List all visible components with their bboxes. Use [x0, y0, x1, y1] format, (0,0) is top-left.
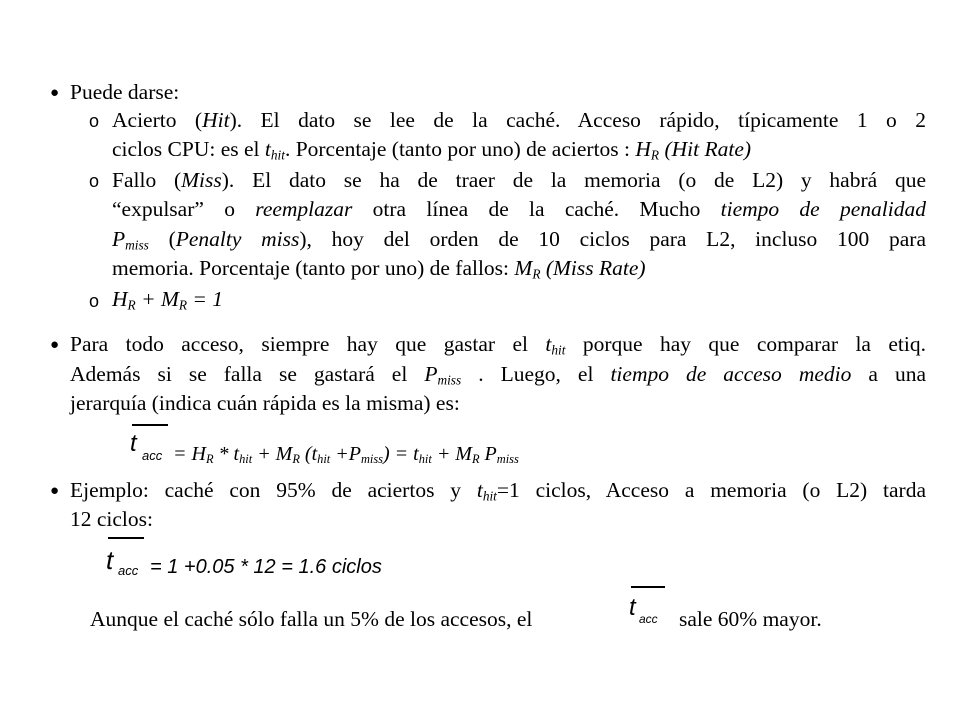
miss-line-2: “expulsar” o reemplazar otra línea de la caché. Mucho tiempo de penalidad — [112, 197, 926, 221]
bullet-marker: ● — [50, 337, 60, 353]
sub-bullet-marker: o — [89, 291, 100, 311]
access-time-formula: = $H_R * t_{hit} + M_R$ $(t_{hit} +P_{miss}) = t_{hit} + M_R$ $P_{miss}$ — [173, 443, 519, 467]
conclusion-text-end: sale 60% mayor. — [679, 607, 822, 631]
bullet-marker: ● — [50, 85, 60, 101]
overline — [108, 537, 144, 539]
bullet-2-line-3: jerarquía (indica cuán rápida es la misma) es: — [70, 391, 460, 415]
bullet-3-line-1: Ejemplo: caché con 95% de aciertos y $t_{hit}=1$ ciclos, Acceso a memoria (o L2) tarda — [70, 478, 926, 504]
sub-bullet-marker: o — [89, 171, 100, 191]
bullet-3-line-2: 12 ciclos: — [70, 507, 153, 531]
conclusion-text-start: Aunque el caché sólo falla un 5% de los accesos, el — [90, 607, 533, 631]
overline — [631, 586, 665, 588]
hit-line-2: ciclos CPU: es el $t_{hit}$. Porcentaje (tanto por uno) de aciertos : $H_R$ (Hit Rate) — [112, 137, 752, 163]
example-formula: = 1 +0.05 * 12 = 1.6 ciclos — [150, 556, 382, 578]
hit-line-1: Acierto (Hit). El dato se lee de la caché. Acceso rápido, típicamente 1 o 2 — [112, 108, 926, 132]
sum-formula: $H_R + M_R = 1$ — [112, 287, 224, 313]
miss-line-3: $P_{miss}$ (Penalty miss), hoy del orden de 10 ciclos para L2, incluso 100 para — [112, 227, 926, 253]
overline — [132, 424, 168, 426]
slide-page: ● Puede darse: o Acierto (Hit). El dato se lee de la caché. Acceso rápido, típicamente 1 o 2 ciclos CPU: es el $t_{hit}$. Porcentaje (tanto por uno) de aciertos : $H_R$ (Hit Rate) o Fallo (Miss). El dato se ha de traer de la memoria (o de L2) y habrá que “expulsar” o reemplazar otra línea de la caché. Mucho tiempo de penalidad $P_{miss}$ (Penalty miss), hoy del orden de 10 ciclos para L2, incluso 100 para memoria. Porcentaje (tanto por uno) de fallos: $M_R$ (Miss Rate) o $H_R + M_R = 1$ ● Para todo acceso, siempre hay que gastar el $t_{hit}$ porque hay que comparar la etiq. Además si se falla se gastará el $P_{miss}$ . Luego, el tiempo de acceso medio a una jerarquía (indica cuán rápida es la misma) es: t acc = $H_R * t_{hit} + M_R$ $(t_{hit} +P_{miss}) = t_{hit} + M_R$ $P_{miss}$ ● Ejemplo: caché con 95% de aciertos y $t_{hit}=1$ ciclos, Acceso a memoria (o L2) tarda 12 ciclos: t acc = 1 +0.05 * 12 = 1.6 ciclos Aunque el caché sólo falla un 5% de los accesos, el t acc sale 60% mayor. — [50, 80, 926, 631]
miss-line-4: memoria. Porcentaje (tanto por uno) de fallos: $M_R$ (Miss Rate) — [112, 256, 646, 282]
sub-bullet-marker: o — [89, 111, 100, 131]
bullet-1-intro: Puede darse: — [70, 80, 180, 104]
bullet-marker: ● — [50, 483, 60, 499]
bullet-2-line-1: Para todo acceso, siempre hay que gastar el $t_{hit}$ porque hay que comparar la etiq. — [70, 332, 926, 358]
bullet-2-line-2: Además si se falla se gastará el $P_{miss}$ . Luego, el tiempo de acceso medio a una — [70, 362, 926, 388]
miss-line-1: Fallo (Miss). El dato se ha de traer de la memoria (o de L2) y habrá que — [112, 168, 926, 192]
